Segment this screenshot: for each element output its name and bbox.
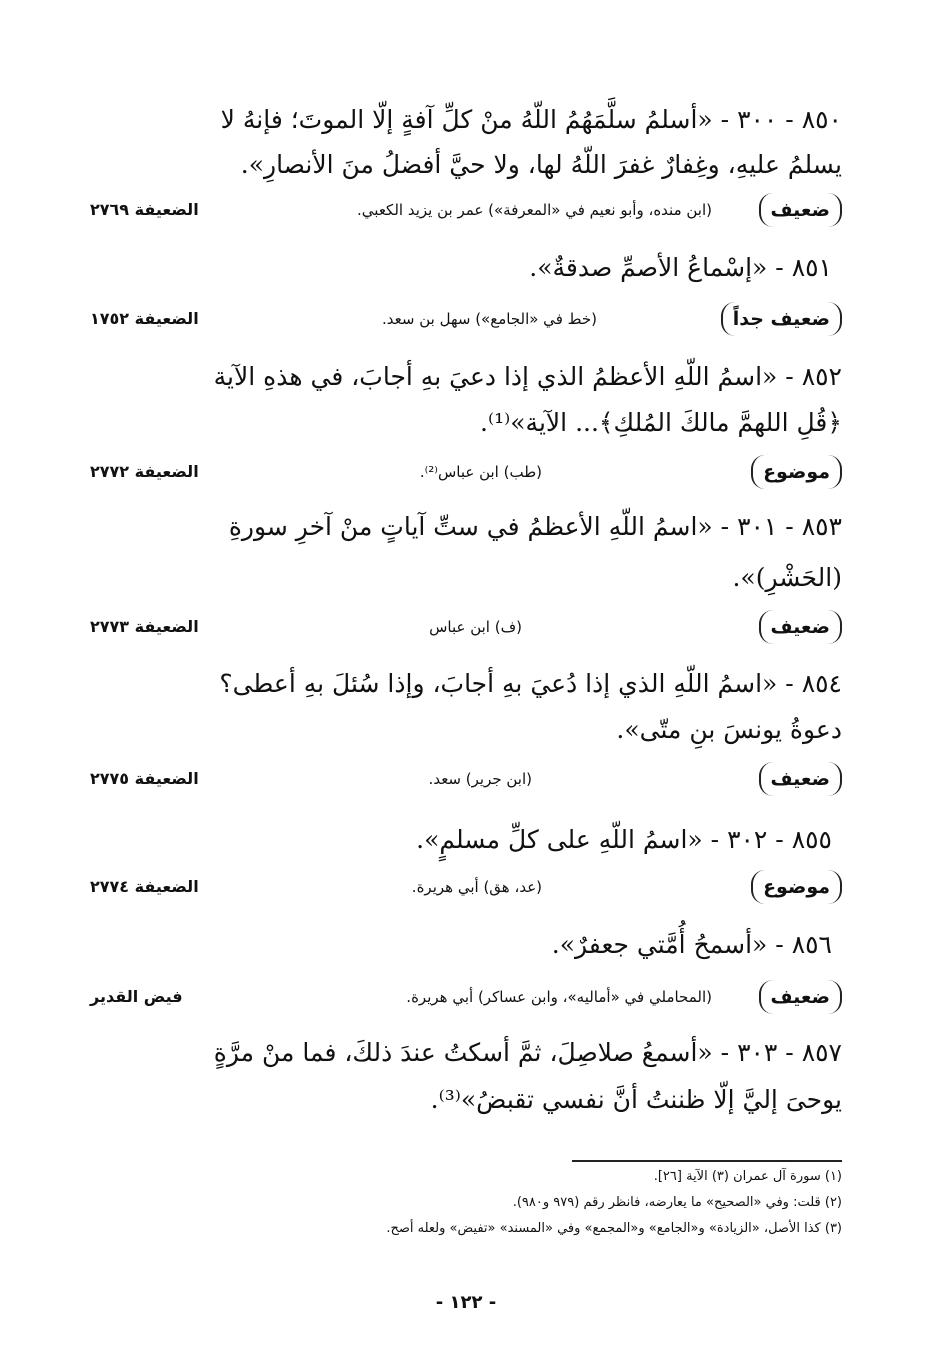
grading-row-851: [90, 302, 842, 336]
grade-label: ضعيف: [759, 193, 842, 227]
hadith-854-line-1: ٨٥٤ - «اسمُ اللّهِ الذي إذا دُعيَ بهِ أجابَ، وإذا سُئلَ بهِ أعطى؟: [219, 669, 842, 698]
reference-text: الضعيفة ١٧٥٢: [90, 309, 199, 328]
hadith-855-line-1: ٨٥٥ - ٣٠٢ - «اسمُ اللّهِ على كلِّ مسلمٍ».: [416, 825, 832, 854]
reference-text: الضعيفة ٢٧٧٢: [90, 462, 199, 481]
hadith-857-line-1: ٨٥٧ - ٣٠٣ - «أسمعُ صلاصِلَ، ثمَّ أسكتُ عندَ ذلكَ، فما منْ مرَّةٍ: [213, 1038, 842, 1067]
grade-label: موضوع: [751, 870, 842, 904]
reference-text: الضعيفة ٢٧٧٤: [90, 877, 199, 896]
reference-text: الضعيفة ٢٧٧٣: [90, 617, 199, 636]
source-text: (ف) ابن عباس: [429, 618, 522, 636]
hadith-852-line-2: ﴿قُلِ اللهمَّ مالكَ المُلكِ﴾... الآية»⁽¹⁾.: [480, 408, 842, 437]
footnote-3: (٣) كذا الأصل، «الزيادة» و«الجامع» و«المجمع» وفي «المسند» «تفيض» ولعله أصح.: [386, 1221, 842, 1236]
reference-text: الضعيفة ٢٧٧٥: [90, 769, 199, 788]
grading-row-853: [90, 610, 842, 644]
footnote-2: (٢) قلت: وفي «الصحيح» ما يعارضه، فانظر رقم (٩٧٩ و٩٨٠).: [512, 1195, 842, 1210]
hadith-852-line-1: ٨٥٢ - «اسمُ اللّهِ الأعظمُ الذي إذا دعيَ بهِ أجابَ، في هذهِ الآية: [213, 362, 842, 391]
reference-text: فيض القدير: [90, 987, 183, 1006]
source-text: (طب) ابن عباس⁽²⁾.: [419, 463, 542, 481]
grading-row-856: [90, 980, 842, 1014]
hadith-856-line-1: ٨٥٦ - «أسمحُ أُمَّتي جعفرٌ».: [551, 930, 832, 959]
grading-row-850: [90, 193, 842, 227]
hadith-850-line-2: يسلمُ عليهِ، وغِفارٌ غفرَ اللّهُ لها، ولا حيَّ أفضلُ منَ الأنصارِ».: [240, 150, 842, 179]
grade-label: موضوع: [751, 455, 842, 489]
source-text: (ابن جرير) سعد.: [428, 770, 532, 788]
source-text: (خط في «الجامع») سهل بن سعد.: [382, 310, 597, 328]
hadith-850-line-1: ٨٥٠ - ٣٠٠ - «أسلمُ سلَّمَهُمُ اللّهُ منْ كلِّ آفةٍ إلّا الموتَ؛ فإنهُ لا: [220, 105, 842, 134]
grade-label: ضعيف: [759, 980, 842, 1014]
hadith-851-line-1: ٨٥١ - «إسْماعُ الأصمِّ صدقةٌ».: [529, 253, 832, 282]
source-text: (ابن منده، وأبو نعيم في «المعرفة») عمر بن يزيد الكعبي.: [357, 201, 712, 219]
grading-row-852: [90, 455, 842, 489]
grading-row-855: [90, 870, 842, 904]
source-text: (عد، هق) أبي هريرة.: [411, 878, 542, 896]
footnote-1: (١) سورة آل عمران (٣) الآية [٢٦].: [653, 1169, 842, 1184]
source-text: (المحاملي في «أماليه»، وابن عساكر) أبي هريرة.: [406, 988, 712, 1006]
grading-row-854: [90, 762, 842, 796]
hadith-853-line-2: (الحَشْرِ)».: [732, 563, 842, 592]
hadith-854-line-2: دعوةُ يونسَ بنِ متّى».: [616, 715, 842, 744]
footnote-divider: [572, 1160, 842, 1162]
grade-label: ضعيف: [759, 762, 842, 796]
page-number: - ١٢٢ -: [435, 1292, 497, 1313]
grade-label: ضعيف جداً: [721, 302, 842, 336]
hadith-853-line-1: ٨٥٣ - ٣٠١ - «اسمُ اللّهِ الأعظمُ في ستِّ آياتٍ منْ آخرِ سورةِ: [228, 512, 842, 541]
grade-label: ضعيف: [759, 610, 842, 644]
reference-text: الضعيفة ٢٧٦٩: [90, 200, 199, 219]
hadith-857-line-2: يوحىَ إليَّ إلّا ظننتُ أنَّ نفسي تقبضُ»⁽³⁾.: [430, 1085, 842, 1114]
